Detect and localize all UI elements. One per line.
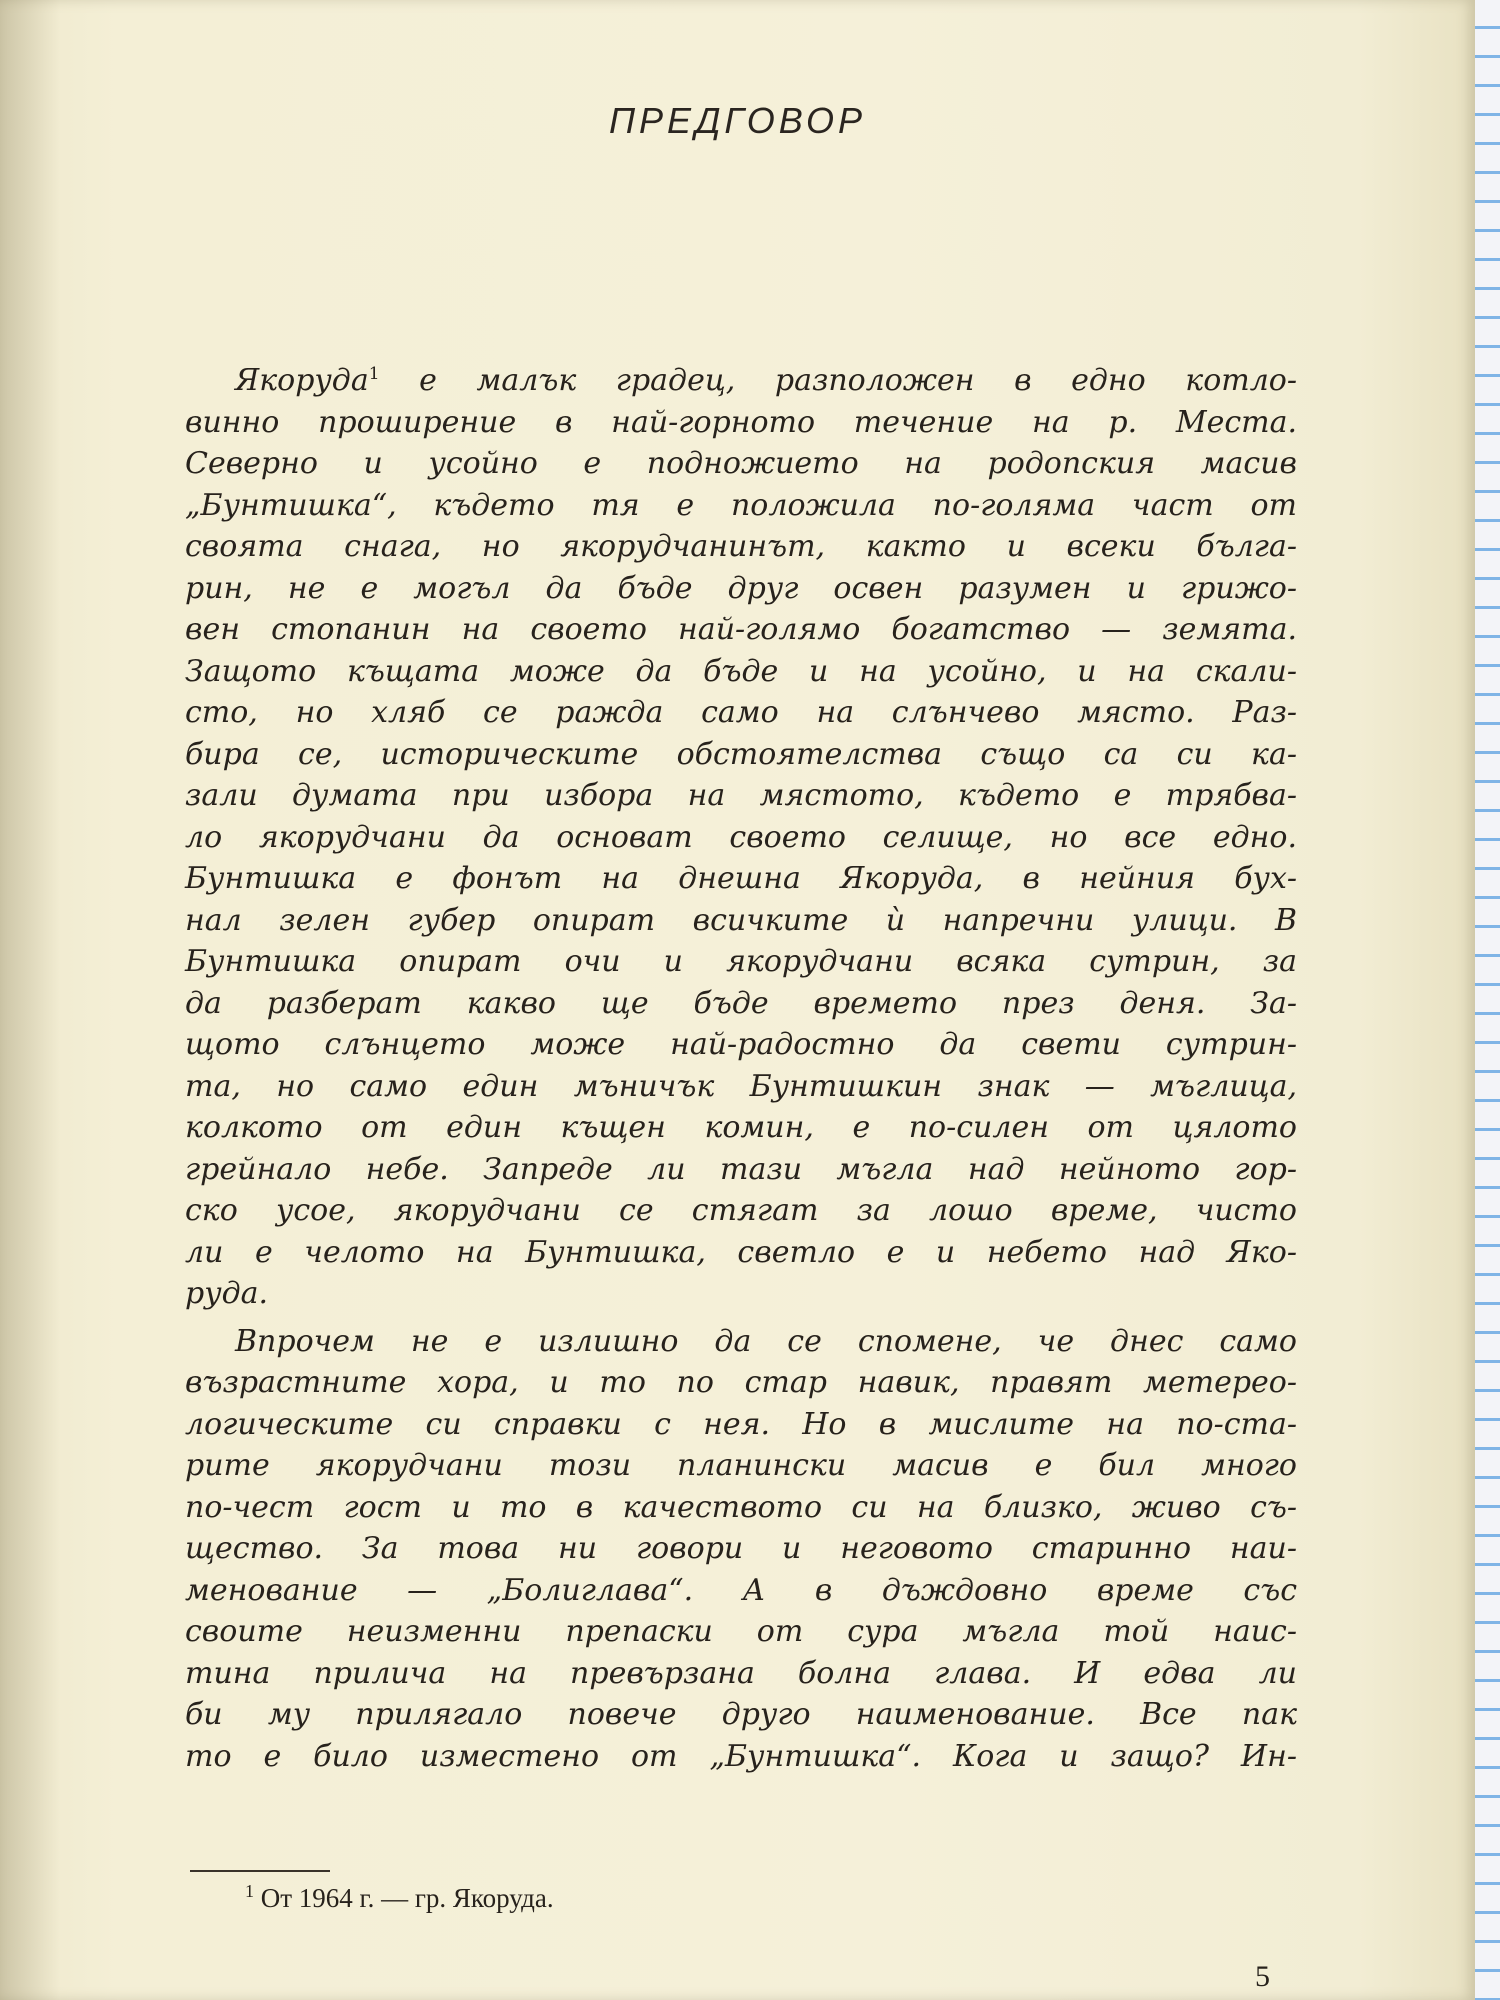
- next-page-edge: [1475, 0, 1500, 2000]
- body-text: [185, 360, 1297, 1777]
- footnote-rule: [190, 1870, 330, 1872]
- text-line: Бунтишка опират очи и якорудчани всяка сутрин, за: [185, 944, 1297, 979]
- text-line: колкото от един къщен комин, е по-силен от цялото: [185, 1110, 1297, 1145]
- page-number: 5: [1255, 1960, 1270, 1993]
- text-line: своите неизменни препаски от сура мъгла той наис-: [185, 1614, 1297, 1649]
- text-line: сто, но хляб се ражда само на слънчево място. Раз-: [185, 695, 1297, 730]
- page-gutter-shadow: [0, 0, 60, 2000]
- text-line: Впрочем не е излишно да се спомене, че днес само: [235, 1323, 1297, 1359]
- footnote-marker: 1: [245, 1881, 254, 1901]
- text-line: менование — „Болиглава“. А в дъждовно време със: [185, 1572, 1297, 1608]
- text-line: би му прилягало повече друго наименование. Все пак: [185, 1697, 1297, 1732]
- text-line: Северно и усойно е подножието на родопския масив: [185, 446, 1297, 481]
- text-line: Защото къщата може да бъде и на усойно, и на скали-: [185, 653, 1297, 689]
- text-line: логическите си справки с нея. Но в мислите на по-ста-: [185, 1406, 1297, 1442]
- text-line: вен стопанин на своето най-голямо богатство — земята.: [185, 612, 1297, 647]
- text-line: по-чест гост и то в качеството си на близко, живо съ-: [185, 1489, 1297, 1525]
- text-line: ско усое, якорудчани се стягат за лошо време, чисто: [185, 1193, 1297, 1228]
- text-line: винно проширение в най-горното течение на р. Места.: [185, 404, 1297, 440]
- text-line: та, но само един мъничък Бунтишкин знак — мъглица,: [185, 1068, 1297, 1104]
- paragraph-2: [185, 1321, 1297, 1778]
- footnote: $^1$ От 1964 г. — гр. Якоруда.: [245, 1881, 554, 1913]
- text-line: да разберат какво ще бъде времето през деня. За-: [185, 985, 1297, 1021]
- text-line: тина прилича на превързана болна глава. И едва ли: [185, 1655, 1297, 1691]
- text-line: рите якорудчани този планински масив е бил много: [185, 1448, 1297, 1483]
- text-line: бира се, историческите обстоятелства също са си ка-: [185, 736, 1297, 772]
- text-line: „Бунтишка“, където тя е положила по-голяма част от: [185, 487, 1297, 523]
- text-line: грейнало небе. Запреде ли тази мъгла над нейното гор-: [185, 1151, 1297, 1187]
- footnote-marker: 1: [368, 364, 380, 384]
- page-title: ПРЕДГОВОР: [608, 100, 867, 141]
- text-line: щество. За това ни говори и неговото старинно наи-: [185, 1531, 1297, 1566]
- text-line: ло якорудчани да основат своето селище, но все едно.: [185, 819, 1297, 855]
- text-line: щото слънцето може най-радостно да свети сутрин-: [185, 1027, 1297, 1062]
- text-line: Якоруда$^1$ е малък градец, разположен в едно котло-: [235, 363, 1297, 398]
- text-line: зали думата при избора на мястото, където е трябва-: [185, 778, 1297, 813]
- text-line: нал зелен губер опират всичките ѝ напречни улици. В: [185, 902, 1297, 938]
- text-line: то е било изместено от „Бунтишка“. Кога и защо? Ин-: [185, 1738, 1297, 1774]
- text-line: руда.: [185, 1276, 269, 1311]
- text-line: своята снага, но якорудчанинът, както и всеки бълга-: [185, 529, 1297, 564]
- paragraph-1: [185, 360, 1297, 1315]
- text-line: рин, не е могъл да бъде друг освен разумен и грижо-: [185, 570, 1297, 606]
- text-line: възрастните хора, и то по стар навик, правят метерео-: [185, 1365, 1297, 1400]
- text-line: Бунтишка е фонът на днешна Якоруда, в нейния бух-: [185, 861, 1297, 896]
- text-line: ли е челото на Бунтишка, светло е и небето над Яко-: [185, 1234, 1297, 1270]
